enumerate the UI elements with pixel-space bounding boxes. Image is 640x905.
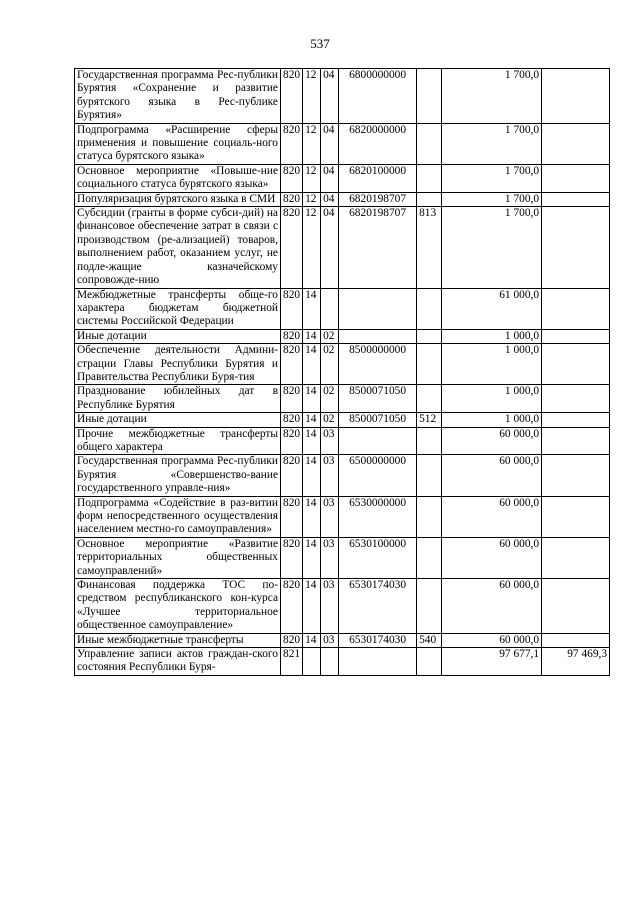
amount-year-2 bbox=[542, 579, 610, 634]
amount-year-2 bbox=[542, 344, 610, 385]
subsection-code: 03 bbox=[321, 427, 339, 455]
table-row bbox=[75, 496, 610, 537]
row-name: Обеспечение деятельности Админи-страции Главы Республики Бурятия и Правительства Республики Буря-тия bbox=[75, 344, 281, 385]
section-code bbox=[303, 648, 321, 676]
amount-year-2 bbox=[542, 69, 610, 124]
table-row bbox=[75, 427, 610, 455]
table-row bbox=[75, 385, 610, 413]
subsection-code: 03 bbox=[321, 633, 339, 647]
target-article-code: 6820198707 bbox=[339, 192, 417, 206]
subsection-code: 02 bbox=[321, 413, 339, 427]
expense-type-code bbox=[417, 648, 442, 676]
target-article-code: 6820000000 bbox=[339, 123, 417, 164]
subsection-code: 02 bbox=[321, 329, 339, 343]
amount-year-1: 1 000,0 bbox=[442, 385, 542, 413]
row-name: Подпрограмма «Расширение сферы применения и повышение социаль-ного статуса бурятского языка» bbox=[75, 123, 281, 164]
expense-type-code bbox=[417, 164, 442, 192]
subsection-code: 04 bbox=[321, 123, 339, 164]
target-article-code: 6530100000 bbox=[339, 537, 417, 578]
row-name: Основное мероприятие «Повыше-ние социального статуса бурятского языка» bbox=[75, 164, 281, 192]
amount-year-2 bbox=[542, 537, 610, 578]
row-name: Прочие межбюджетные трансферты общего характера bbox=[75, 427, 281, 455]
section-code: 12 bbox=[303, 192, 321, 206]
ministry-code: 820 bbox=[281, 164, 303, 192]
target-article-code bbox=[339, 427, 417, 455]
subsection-code: 02 bbox=[321, 385, 339, 413]
row-name: Иные дотации bbox=[75, 329, 281, 343]
amount-year-2 bbox=[542, 385, 610, 413]
subsection-code bbox=[321, 648, 339, 676]
target-article-code bbox=[339, 288, 417, 329]
table-row bbox=[75, 648, 610, 676]
amount-year-1: 1 000,0 bbox=[442, 413, 542, 427]
amount-year-1: 1 000,0 bbox=[442, 329, 542, 343]
amount-year-1: 1 000,0 bbox=[442, 344, 542, 385]
section-code: 14 bbox=[303, 385, 321, 413]
subsection-code: 04 bbox=[321, 207, 339, 288]
expense-type-code: 540 bbox=[417, 633, 442, 647]
ministry-code: 820 bbox=[281, 537, 303, 578]
target-article-code: 6530000000 bbox=[339, 496, 417, 537]
amount-year-2: 97 469,3 bbox=[542, 648, 610, 676]
expense-type-code bbox=[417, 123, 442, 164]
section-code: 14 bbox=[303, 288, 321, 329]
section-code: 12 bbox=[303, 164, 321, 192]
amount-year-1: 1 700,0 bbox=[442, 164, 542, 192]
target-article-code: 6500000000 bbox=[339, 455, 417, 496]
table-row bbox=[75, 69, 610, 124]
row-name: Празднование юбилейных дат в Республике Бурятия bbox=[75, 385, 281, 413]
ministry-code: 820 bbox=[281, 344, 303, 385]
row-name: Основное мероприятие «Развитие территориальных общественных самоуправлений» bbox=[75, 537, 281, 578]
section-code: 14 bbox=[303, 455, 321, 496]
section-code: 14 bbox=[303, 579, 321, 634]
subsection-code bbox=[321, 288, 339, 329]
expense-type-code bbox=[417, 537, 442, 578]
amount-year-1: 61 000,0 bbox=[442, 288, 542, 329]
expense-type-code bbox=[417, 455, 442, 496]
expense-type-code: 813 bbox=[417, 207, 442, 288]
table-row bbox=[75, 455, 610, 496]
ministry-code: 820 bbox=[281, 455, 303, 496]
expense-type-code bbox=[417, 385, 442, 413]
table-row bbox=[75, 537, 610, 578]
row-name: Иные дотации bbox=[75, 413, 281, 427]
section-code: 14 bbox=[303, 427, 321, 455]
subsection-code: 04 bbox=[321, 192, 339, 206]
ministry-code: 821 bbox=[281, 648, 303, 676]
subsection-code: 03 bbox=[321, 455, 339, 496]
target-article-code: 6530174030 bbox=[339, 633, 417, 647]
target-article-code bbox=[339, 329, 417, 343]
section-code: 14 bbox=[303, 537, 321, 578]
target-article-code: 8500071050 bbox=[339, 413, 417, 427]
amount-year-1: 60 000,0 bbox=[442, 496, 542, 537]
table-row bbox=[75, 633, 610, 647]
row-name: Государственная программа Рес-публики Бурятия «Совершенство-вание государственного управле-ния» bbox=[75, 455, 281, 496]
ministry-code: 820 bbox=[281, 385, 303, 413]
target-article-code: 6800000000 bbox=[339, 69, 417, 124]
ministry-code: 820 bbox=[281, 123, 303, 164]
subsection-code: 03 bbox=[321, 579, 339, 634]
amount-year-2 bbox=[542, 633, 610, 647]
section-code: 12 bbox=[303, 69, 321, 124]
target-article-code: 6820100000 bbox=[339, 164, 417, 192]
ministry-code: 820 bbox=[281, 427, 303, 455]
ministry-code: 820 bbox=[281, 69, 303, 124]
subsection-code: 03 bbox=[321, 537, 339, 578]
row-name: Популяризация бурятского языка в СМИ bbox=[75, 192, 281, 206]
amount-year-1: 1 700,0 bbox=[442, 192, 542, 206]
target-article-code: 8500000000 bbox=[339, 344, 417, 385]
ministry-code: 820 bbox=[281, 192, 303, 206]
ministry-code: 820 bbox=[281, 496, 303, 537]
expense-type-code bbox=[417, 288, 442, 329]
target-article-code: 6820198707 bbox=[339, 207, 417, 288]
amount-year-1: 97 677,1 bbox=[442, 648, 542, 676]
section-code: 12 bbox=[303, 123, 321, 164]
expense-type-code bbox=[417, 69, 442, 124]
ministry-code: 820 bbox=[281, 633, 303, 647]
expense-type-code bbox=[417, 496, 442, 537]
expense-type-code bbox=[417, 427, 442, 455]
subsection-code: 03 bbox=[321, 496, 339, 537]
section-code: 14 bbox=[303, 329, 321, 343]
table-row bbox=[75, 579, 610, 634]
table-row bbox=[75, 344, 610, 385]
row-name: Иные межбюджетные трансферты bbox=[75, 633, 281, 647]
target-article-code: 6530174030 bbox=[339, 579, 417, 634]
ministry-code: 820 bbox=[281, 207, 303, 288]
expense-type-code: 512 bbox=[417, 413, 442, 427]
expense-type-code bbox=[417, 329, 442, 343]
amount-year-2 bbox=[542, 455, 610, 496]
table-row bbox=[75, 164, 610, 192]
table-row bbox=[75, 207, 610, 288]
row-name: Государственная программа Рес-публики Бурятия «Сохранение и развитие бурятского языка в Рес-публике Бурятия» bbox=[75, 69, 281, 124]
subsection-code: 04 bbox=[321, 69, 339, 124]
section-code: 14 bbox=[303, 344, 321, 385]
ministry-code: 820 bbox=[281, 329, 303, 343]
target-article-code: 8500071050 bbox=[339, 385, 417, 413]
row-name: Подпрограмма «Содействие в раз-витии форм непосредственного осуществления населением местно-го самоуправления» bbox=[75, 496, 281, 537]
row-name: Субсидии (гранты в форме субси-дий) на финансовое обеспечение затрат в связи с производством (ре-ализацией) товаров, выполнением работ, оказанием услуг, не подле-жащие казначейскому сопровожде-нию bbox=[75, 207, 281, 288]
table-row bbox=[75, 329, 610, 343]
amount-year-1: 60 000,0 bbox=[442, 537, 542, 578]
budget-table bbox=[74, 68, 610, 676]
amount-year-2 bbox=[542, 496, 610, 537]
amount-year-1: 60 000,0 bbox=[442, 633, 542, 647]
amount-year-1: 1 700,0 bbox=[442, 207, 542, 288]
amount-year-1: 1 700,0 bbox=[442, 123, 542, 164]
subsection-code: 02 bbox=[321, 344, 339, 385]
section-code: 14 bbox=[303, 633, 321, 647]
section-code: 14 bbox=[303, 496, 321, 537]
table-row bbox=[75, 192, 610, 206]
table-row bbox=[75, 123, 610, 164]
ministry-code: 820 bbox=[281, 288, 303, 329]
amount-year-2 bbox=[542, 123, 610, 164]
amount-year-2 bbox=[542, 413, 610, 427]
amount-year-2 bbox=[542, 288, 610, 329]
section-code: 14 bbox=[303, 413, 321, 427]
expense-type-code bbox=[417, 192, 442, 206]
amount-year-2 bbox=[542, 329, 610, 343]
row-name: Финансовая поддержка ТОС по-средством республиканского кон-курса «Лучшее территориальное общественное самоуправление» bbox=[75, 579, 281, 634]
amount-year-1: 1 700,0 bbox=[442, 69, 542, 124]
amount-year-1: 60 000,0 bbox=[442, 455, 542, 496]
row-name: Межбюджетные трансферты обще-го характера бюджетам бюджетной системы Российской Федерации bbox=[75, 288, 281, 329]
table-row bbox=[75, 288, 610, 329]
ministry-code: 820 bbox=[281, 579, 303, 634]
page-number: 537 bbox=[310, 36, 330, 51]
amount-year-2 bbox=[542, 207, 610, 288]
target-article-code bbox=[339, 648, 417, 676]
amount-year-1: 60 000,0 bbox=[442, 427, 542, 455]
table-row bbox=[75, 413, 610, 427]
amount-year-2 bbox=[542, 192, 610, 206]
amount-year-2 bbox=[542, 427, 610, 455]
expense-type-code bbox=[417, 344, 442, 385]
row-name: Управление записи актов граждан-ского состояния Республики Буря- bbox=[75, 648, 281, 676]
expense-type-code bbox=[417, 579, 442, 634]
subsection-code: 04 bbox=[321, 164, 339, 192]
section-code: 12 bbox=[303, 207, 321, 288]
ministry-code: 820 bbox=[281, 413, 303, 427]
amount-year-1: 60 000,0 bbox=[442, 579, 542, 634]
budget-table-body bbox=[75, 69, 610, 676]
amount-year-2 bbox=[542, 164, 610, 192]
